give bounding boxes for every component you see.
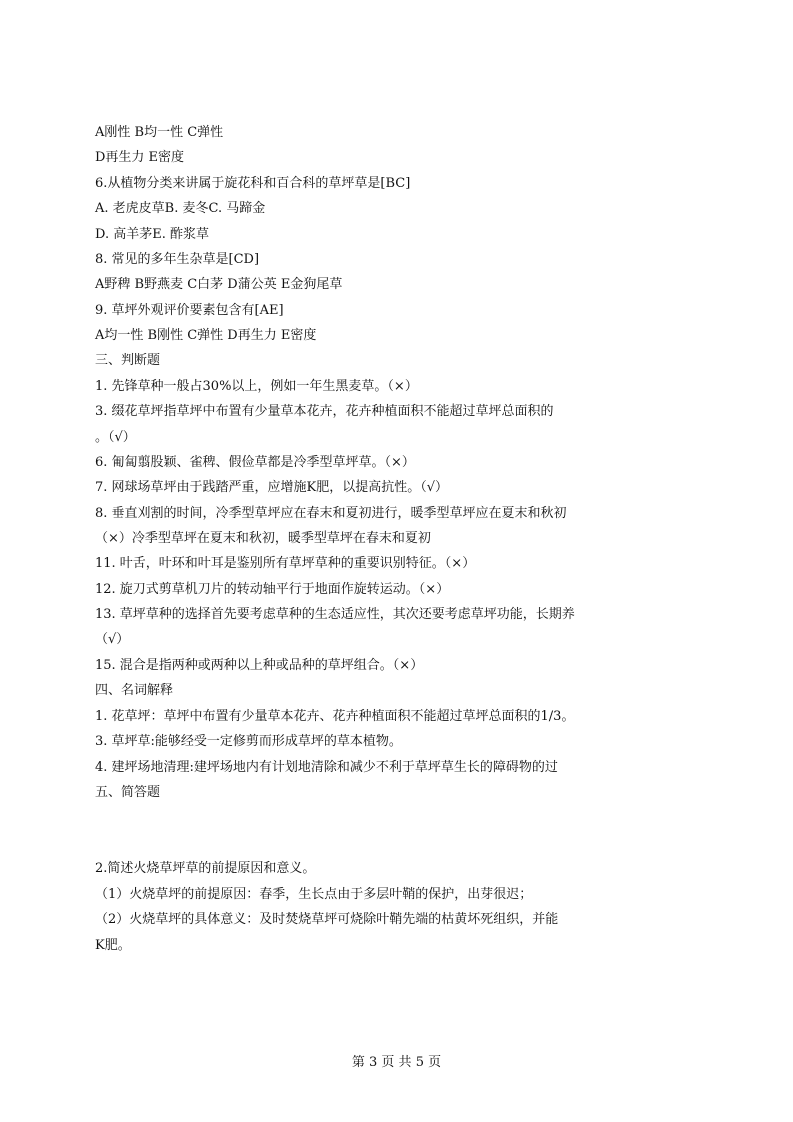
text-line: A刚性 B均一性 C弹性 — [95, 125, 224, 140]
text-line: 13. 草坪草种的选择首先要考虑草种的生态适应性，其次还要考虑草坪功能，长期养 — [95, 607, 575, 622]
text-line: A野稗 B野燕麦 C白茅 D蒲公英 E金狗尾草 — [95, 277, 343, 292]
text-line: 7. 网球场草坪由于践踏严重，应增施K肥，以提高抗性。（√） — [95, 480, 449, 495]
page-footer: 第 3 页 共 5 页 — [351, 1055, 442, 1070]
text-line: 11. 叶舌，叶环和叶耳是鉴别所有草坪草种的重要识别特征。（×） — [95, 556, 476, 571]
text-line: 9. 草坪外观评价要素包含有[AE] — [95, 303, 284, 318]
section-heading: 五、简答题 — [95, 785, 161, 800]
text-line: D. 高羊茅E. 酢浆草 — [95, 227, 209, 242]
text-line: 1. 花草坪：草坪中布置有少量草本花卉、花卉种植面积不能超过草坪总面积的1/3。 — [95, 709, 575, 724]
text-line: 6.从植物分类来讲属于旋花科和百合科的草坪草是[BC] — [95, 176, 411, 191]
text-line: 15. 混合是指两种或两种以上种或品种的草坪组合。（×） — [95, 658, 424, 673]
text-line: 3. 草坪草:能够经受一定修剪而形成草坪的草本植物。 — [95, 734, 402, 749]
text-line: 。（√） — [95, 430, 136, 445]
text-line: （√） — [95, 632, 130, 647]
text-line: A. 老虎皮草B. 麦冬C. 马蹄金 — [95, 201, 266, 216]
text-line: （×）冷季型草坪在夏末和秋初，暖季型草坪在春末和夏初 — [95, 531, 431, 546]
text-line: 8. 垂直刈割的时间，冷季型草坪应在春末和夏初进行，暖季型草坪应在夏末和秋初 — [95, 506, 567, 521]
text-line: 1. 先锋草种一般占30%以上，例如一年生黑麦草。（×） — [95, 379, 418, 394]
section-heading: 四、名词解释 — [95, 683, 174, 698]
text-line: K肥。 — [95, 938, 131, 953]
text-line: 2.简述火烧草坪草的前提原因和意义。 — [95, 861, 316, 876]
section-heading: 三、判断题 — [95, 353, 161, 368]
text-line: （2）火烧草坪的具体意义：及时焚烧草坪可烧除叶鞘先端的枯黄坏死组织，并能 — [95, 912, 559, 927]
text-line: A均一性 B刚性 C弹性 D再生力 E密度 — [95, 328, 317, 343]
text-line: 12. 旋刀式剪草机刀片的转动轴平行于地面作旋转运动。（×） — [95, 582, 450, 597]
text-line: （1）火烧草坪的前提原因：春季，生长点由于多层叶鞘的保护，出芽很迟； — [95, 887, 533, 902]
text-line: 3. 缀花草坪指草坪中布置有少量草本花卉，花卉种植面积不能超过草坪总面积的 — [95, 404, 554, 419]
text-line: D再生力 E密度 — [95, 150, 185, 165]
text-line: 8. 常见的多年生杂草是[CD] — [95, 252, 260, 267]
text-line: 4. 建坪场地清理:建坪场地内有计划地清除和减少不利于草坪草生长的障碍物的过 — [95, 760, 558, 775]
text-line: 6. 匍匐翦股颖、雀稗、假俭草都是冷季型草坪草。（×） — [95, 455, 415, 470]
